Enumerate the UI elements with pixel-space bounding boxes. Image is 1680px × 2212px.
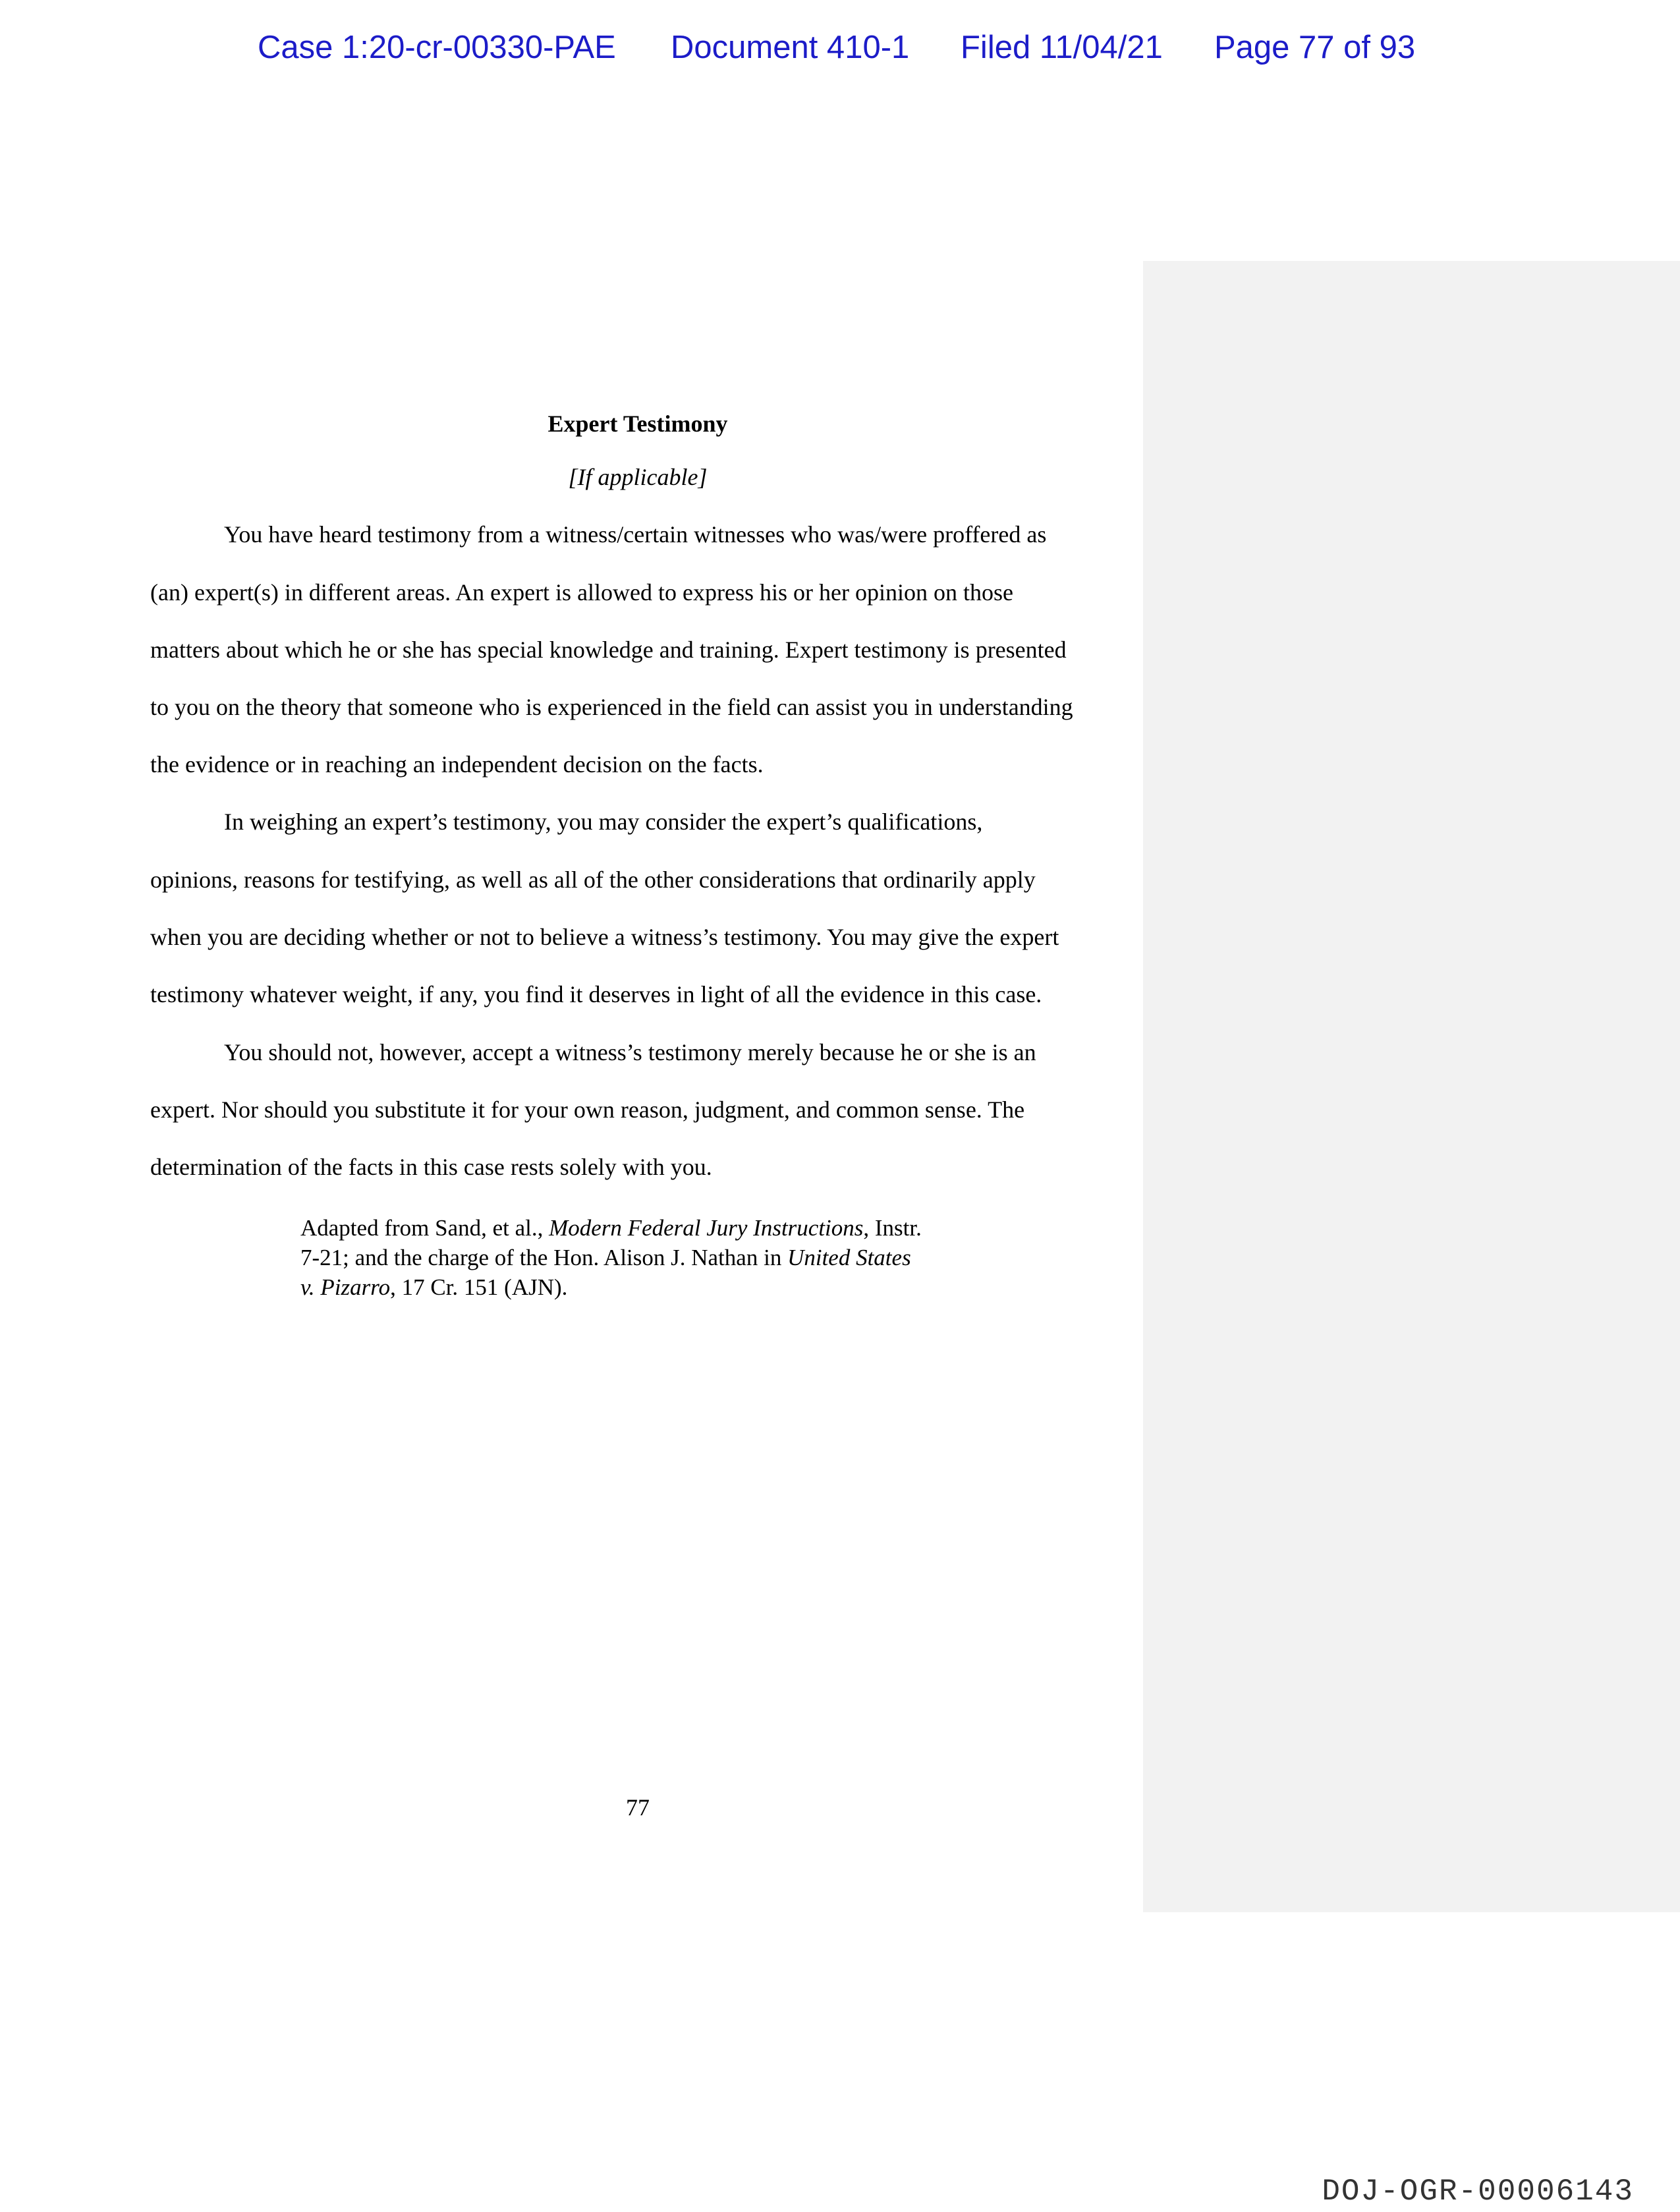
body-line: You have heard testimony from a witness/certain witnesses who was/were proffered as xyxy=(224,521,1047,548)
bates-number: DOJ-OGR-00006143 xyxy=(1322,2174,1634,2209)
citation-line: Adapted from Sand, et al., Modern Federal Jury Instructions, Instr. xyxy=(300,1215,922,1241)
section-title: Expert Testimony xyxy=(547,411,728,437)
body-line: expert. Nor should you substitute it for your own reason, judgment, and common sense. The xyxy=(150,1096,1025,1123)
filed-date: Filed 11/04/21 xyxy=(961,30,1163,65)
page-count: Page 77 of 93 xyxy=(1214,30,1416,65)
body-line: to you on the theory that someone who is experienced in the field can assist you in understanding xyxy=(150,694,1073,720)
case-number: Case 1:20-cr-00330-PAE xyxy=(258,30,616,65)
document-number: Document 410-1 xyxy=(671,30,910,65)
body-line: You should not, however, accept a witness’s testimony merely because he or she is an xyxy=(224,1039,1036,1065)
body-line: when you are deciding whether or not to believe a witness’s testimony. You may give the expert xyxy=(150,924,1059,950)
body-line: determination of the facts in this case rests solely with you. xyxy=(150,1154,712,1180)
citation-line: v. Pizarro, 17 Cr. 151 (AJN). xyxy=(300,1274,568,1300)
body-line: In weighing an expert’s testimony, you may consider the expert’s qualifications, xyxy=(224,808,983,835)
citation-line: 7-21; and the charge of the Hon. Alison J. Nathan in United States xyxy=(300,1245,911,1270)
comment-margin-panel xyxy=(1143,261,1680,1912)
body-line: opinions, reasons for testifying, as well as all of the other considerations that ordinarily apply xyxy=(150,866,1036,893)
body-line: testimony whatever weight, if any, you find it deserves in light of all the evidence in this case. xyxy=(150,981,1042,1007)
body-line: (an) expert(s) in different areas. An expert is allowed to express his or her opinion on those xyxy=(150,579,1013,606)
page-number: 77 xyxy=(626,1794,650,1821)
section-subtitle: [If applicable] xyxy=(568,464,708,490)
body-line: the evidence or in reaching an independent decision on the facts. xyxy=(150,751,764,778)
body-line: matters about which he or she has special knowledge and training. Expert testimony is presented xyxy=(150,637,1067,663)
